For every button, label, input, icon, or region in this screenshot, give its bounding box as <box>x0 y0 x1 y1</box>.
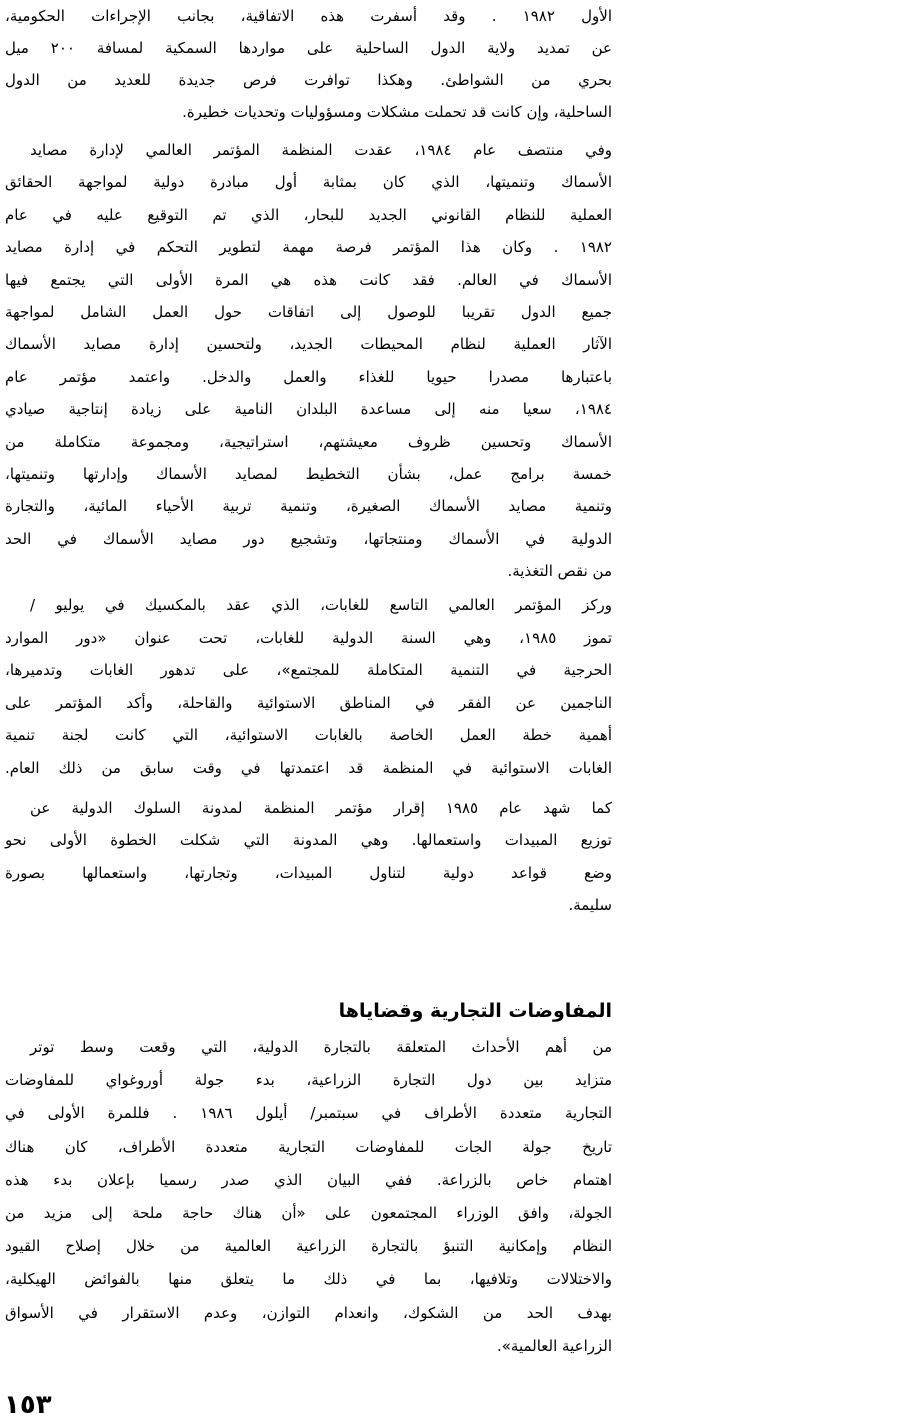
text-line: الحرجية في التنمية المتكاملة للمجتمع»، على تدهور الغابات وتدميرها، <box>5 661 612 680</box>
text-line: اهتمام خاص بالزراعة. ففي البيان الذي صدر رسميا بإعلان بدء هذه <box>5 1170 612 1189</box>
text-line: الجولة، وافق الوزراء المجتمعون على «أن هناك حاجة ملحة إلى مزيد من <box>5 1204 612 1222</box>
text-line: ١٩٨٢ . وكان هذا المؤتمر فرصة مهمة لتطوير التحكم في إدارة مصايد <box>5 238 612 257</box>
text-line: التجارية متعددة الأطراف في سبتمبر/ أيلول ١٩٨٦ . فللمرة الأولى في <box>5 1104 612 1123</box>
text-line: الأسماك وتنميتها، الذي كان بمثابة أول مبادرة دولية لمواجهة الحقائق <box>5 173 612 192</box>
text-line: والاختلالات وتلافيها، بما في ذلك ما يتعلق منها بالفوائض الهيكلية، <box>5 1270 612 1289</box>
text-line: جميع الدول تقريبا للوصول إلى اتفاقات حول العمل الشامل لمواجهة <box>5 303 612 321</box>
text-line: الأسماك في العالم. فقد كانت هذه هي المرة الأولى التي يجتمع فيها <box>5 270 612 289</box>
text-line: وضع قواعد دولية لتناول المبيدات، وتجارتها، واستعمالها بصورة <box>5 863 612 882</box>
text-line: بحري من الشواطئ. وهكذا توافرت فرص جديدة للعديد من الدول <box>5 71 612 89</box>
text-line: الزراعية العالمية». <box>496 1336 612 1355</box>
text-line: العملية للنظام القانوني الجديد للبحار، الذي تم التوقيع عليه في عام <box>5 205 612 224</box>
page-number: ١٥٣ <box>4 1390 52 1420</box>
text-line: الناجمين عن الفقر في المناطق الاستوائية والقاحلة، وأكد المؤتمر على <box>5 693 612 712</box>
text-line: الأسماك وتحسين ظروف معيشتهم، استراتيجية، ومجموعة متكاملة من <box>5 432 612 451</box>
text-line: الآثار العملية لنظام المحيطات الجديد، ولتحسين إدارة مصايد الأسماك <box>5 335 612 354</box>
text-line: وفي منتصف عام ١٩٨٤، عقدت المنظمة المؤتمر العالمي لإدارة مصايد <box>30 141 612 159</box>
text-line: من أهم الأحداث المتعلقة بالتجارة الدولية، التي وقعت وسط توتر <box>30 1038 612 1056</box>
text-line: خمسة برامج عمل، بشأن التخطيط لمصايد الأسماك وإدارتها وتنميتها، <box>5 465 612 483</box>
text-line: وتنمية مصايد الأسماك الصغيرة، وتنمية تربية الأحياء المائية، والتجارة <box>5 497 612 516</box>
text-line: كما شهد عام ١٩٨٥ إقرار مؤتمر المنظمة لمدونة السلوك الدولية عن <box>30 799 612 817</box>
text-line: باعتبارها مصدرا حيويا للغذاء والعمل والدخل. واعتمد مؤتمر عام <box>5 367 612 386</box>
text-line: من نقص التغذية. <box>507 562 612 581</box>
text-line: أهمية خطة العمل الخاصة بالغابات الاستوائية، التي كانت لجنة تنمية <box>5 726 612 745</box>
text-line: تاريخ جولة الجات للمفاوضات التجارية متعددة الأطراف، كان هناك <box>5 1137 612 1156</box>
text-line: ١٩٨٤، سعيا منه إلى مساعدة البلدان النامية على زيادة إنتاجية صيادي <box>5 400 612 419</box>
text-line: الغابات الاستوائية في المنظمة قد اعتمدتها في وقت سابق من ذلك العام. <box>5 759 612 777</box>
text-line: الساحلية، وإن كانت قد تحملت مشكلات ومسؤوليات وتحديات خطيرة. <box>182 103 612 121</box>
text-line: الدولية في الأسماك ومنتجاتها، وتشجيع دور مصايد الأسماك في الحد <box>5 529 612 548</box>
text-line: توزيع المبيدات واستعمالها. وهي المدونة التي شكلت الخطوة الأولى نحو <box>5 831 612 850</box>
section-heading: المفاوضات التجارية وقضاياها <box>338 1000 612 1022</box>
text-line: سليمة. <box>568 896 612 915</box>
text-line: تموز ١٩٨٥، وهي السنة الدولية للغابات، تحت عنوان «دور الموارد <box>5 628 613 647</box>
text-line: بهدف الحد من الشكوك، وانعدام التوازن، وعدم الاستقرار في الأسواق <box>5 1303 612 1322</box>
text-line: متزايد بين دول التجارة الزراعية، بدء جولة أوروغواي للمفاوضات <box>5 1071 612 1090</box>
text-line: النظام وإمكانية التنبؤ بالتجارة الزراعية العالمية من خلال إصلاح القيود <box>5 1237 612 1256</box>
text-line: وركز المؤتمر العالمي التاسع للغابات، الذي عقد بالمكسيك في يوليو / <box>30 596 612 614</box>
text-line: عن تمديد ولاية الدول الساحلية على مواردها السمكية لمسافة ٢٠٠ ميل <box>5 39 612 57</box>
text-line: الأول ١٩٨٢ . وقد أسفرت هذه الاتفاقية، بجانب الإجراءات الحكومية، <box>5 7 612 25</box>
